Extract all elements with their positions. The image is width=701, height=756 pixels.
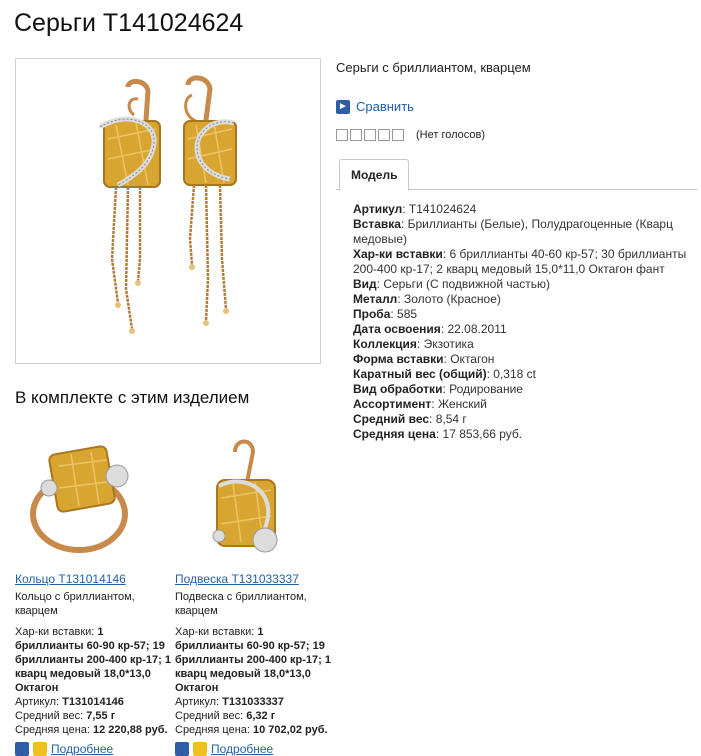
set-item-more[interactable]: [175, 742, 333, 756]
rating-widget: [336, 129, 485, 141]
star-icon[interactable]: [336, 129, 348, 141]
spec-row: Металл: Золото (Красное): [353, 292, 501, 306]
arrow-right-icon: [175, 742, 189, 756]
tab-bar: [336, 159, 697, 190]
arrow-right-icon: [15, 742, 29, 756]
pendant-image[interactable]: [175, 432, 303, 562]
star-icon[interactable]: [378, 129, 390, 141]
votes-count: (Нет голосов): [416, 129, 486, 141]
spec-row: Каратный вес (общий): 0,318 ct: [353, 367, 536, 381]
spec-row: Средний вес: 8,54 г: [353, 412, 467, 426]
cart-icon[interactable]: [33, 742, 47, 756]
more-link[interactable]: Подробнее: [211, 742, 274, 756]
right-earring: [184, 78, 236, 326]
set-item-description: Подвеска с бриллиантом, кварцем: [175, 591, 307, 617]
star-icon[interactable]: [364, 129, 376, 141]
spec-row: Вставка: Бриллианты (Белые), Полудрагоценные (Кварц медовые): [353, 217, 673, 246]
page-title: Серьги Т141024624: [14, 9, 244, 37]
left-earring: [100, 81, 160, 334]
set-item-ring: [15, 432, 173, 756]
earrings-image: [16, 59, 320, 363]
spec-row: Коллекция: Экзотика: [353, 337, 474, 351]
set-item-weight: Средний вес: 6,32 г: [175, 710, 276, 722]
spec-row: Дата освоения: 22.08.2011: [353, 322, 507, 336]
more-link[interactable]: Подробнее: [51, 742, 114, 756]
compare-button[interactable]: [336, 99, 414, 114]
set-item-weight: Средний вес: 7,55 г: [15, 710, 116, 722]
spec-row: Артикул: Т141024624: [353, 202, 477, 216]
spec-row: Проба: 585: [353, 307, 418, 321]
spec-row: Хар-ки вставки: 6 бриллианты 40-60 кр-57; 30 бриллианты 200-400 кр-17; 2 кварц медовый 15,0*11,0 Октагон фант: [353, 247, 687, 276]
spec-row: Вид: Серьги (С подвижной частью): [353, 277, 551, 291]
spec-row: Ассортимент: Женский: [353, 397, 487, 411]
set-item-insert: Хар-ки вставки: 1 бриллианты 60-90 кр-57; 19 бриллианты 200-400 кр-17; 1 кварц медовый 18,0*13,0 Октагон: [175, 626, 331, 694]
set-item-price: Средняя цена: 10 702,02 руб.: [175, 724, 328, 736]
spec-row: Форма вставки: Октагон: [353, 352, 495, 366]
compare-link[interactable]: Сравнить: [356, 99, 414, 114]
tab-model[interactable]: Модель: [339, 159, 409, 191]
arrow-right-icon: ►: [336, 100, 350, 114]
set-item-article: Артикул: Т131033337: [175, 696, 284, 708]
set-item-description: Кольцо с бриллиантом, кварцем: [15, 591, 135, 617]
product-photo[interactable]: [15, 58, 321, 364]
set-item-insert: Хар-ки вставки: 1 бриллианты 60-90 кр-57; 19 бриллианты 200-400 кр-17; 1 кварц медовый 18,0*13,0 Октагон: [15, 626, 171, 694]
star-icon[interactable]: [392, 129, 404, 141]
set-item-article: Артикул: Т131014146: [15, 696, 124, 708]
spec-row: Средняя цена: 17 853,66 руб.: [353, 427, 523, 441]
set-item-link[interactable]: Кольцо Т131014146: [15, 572, 126, 586]
spec-row: Вид обработки: Родирование: [353, 382, 523, 396]
set-item-more[interactable]: [15, 742, 173, 756]
specs-list: [353, 202, 693, 442]
set-item-pendant: [175, 432, 333, 756]
set-item-link[interactable]: Подвеска Т131033337: [175, 572, 299, 586]
set-item-price: Средняя цена: 12 220,88 руб.: [15, 724, 168, 736]
set-section-title: В комплекте с этим изделием: [15, 388, 250, 407]
product-description: Серьги с бриллиантом, кварцем: [336, 60, 531, 75]
ring-image[interactable]: [15, 432, 143, 562]
cart-icon[interactable]: [193, 742, 207, 756]
star-icon[interactable]: [350, 129, 362, 141]
